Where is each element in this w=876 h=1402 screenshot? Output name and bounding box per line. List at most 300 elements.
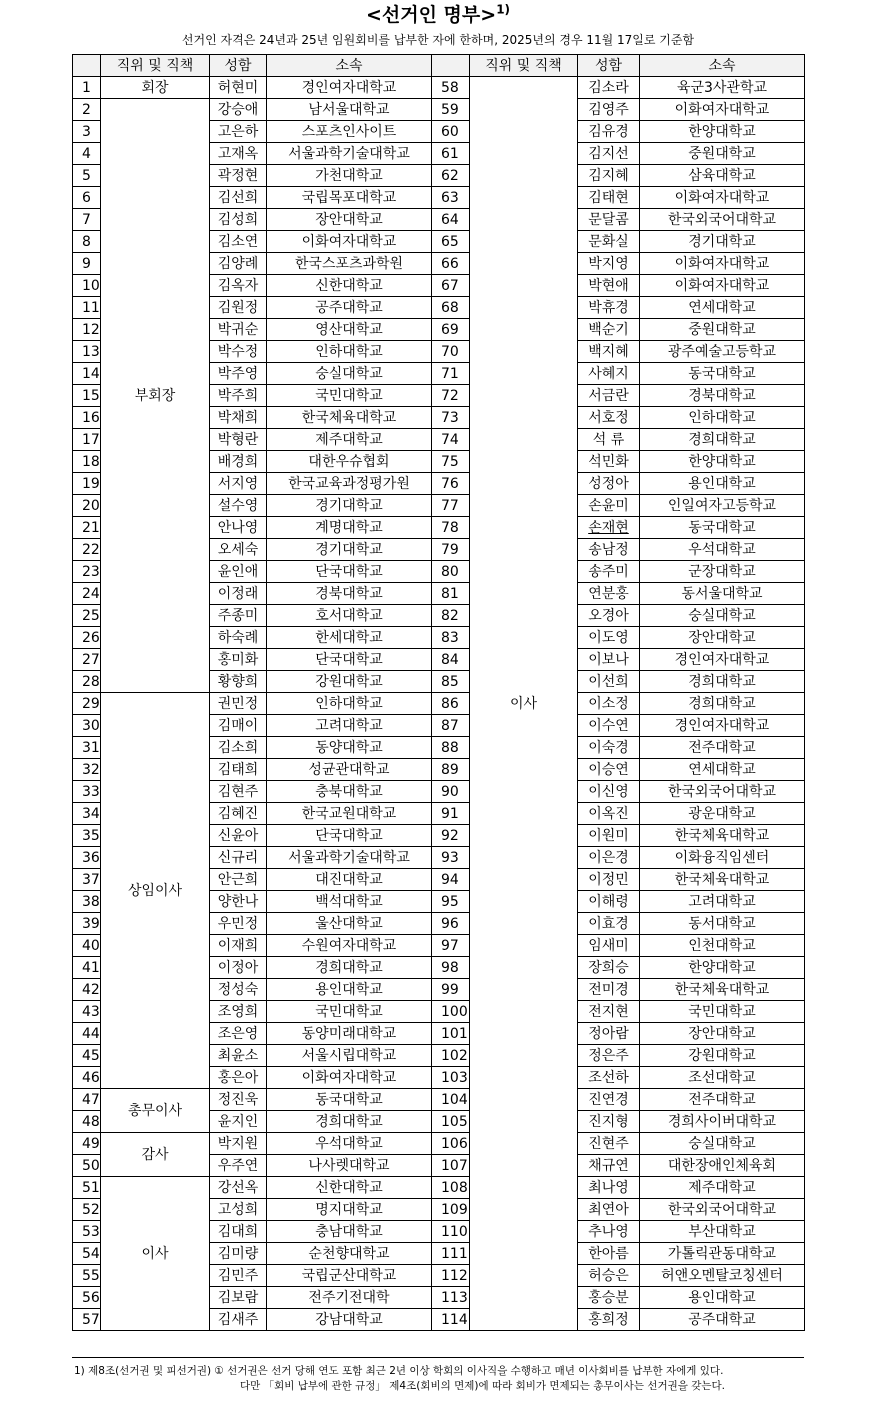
member-name: 박귀순 xyxy=(210,319,267,341)
row-number: 48 xyxy=(73,1111,101,1133)
member-name xyxy=(578,473,640,495)
row-number: 108 xyxy=(432,1177,470,1199)
member-name xyxy=(578,451,640,473)
row-number: 27 xyxy=(73,649,101,671)
member-name-text: 문화실 xyxy=(588,233,629,250)
member-name: 김매이 xyxy=(210,715,267,737)
member-affiliation: 남서울대학교 xyxy=(267,99,432,121)
member-name xyxy=(578,297,640,319)
member-name-text: 최나영 xyxy=(588,1179,629,1196)
member-name xyxy=(578,1111,640,1133)
member-affiliation: 한국체육대학교 xyxy=(267,407,432,429)
voter-roster-table xyxy=(72,54,805,1331)
member-name xyxy=(578,561,640,583)
row-number: 8 xyxy=(73,231,101,253)
member-name: 김옥자 xyxy=(210,275,267,297)
member-name-text: 정은주 xyxy=(588,1047,629,1064)
member-name-text: 송주미 xyxy=(588,563,629,580)
row-number: 56 xyxy=(73,1287,101,1309)
member-name-text: 백지혜 xyxy=(588,343,629,360)
member-affiliation: 서울시립대학교 xyxy=(267,1045,432,1067)
member-affiliation: 중원대학교 xyxy=(640,143,805,165)
member-name: 박지원 xyxy=(210,1133,267,1155)
member-name-text: 전미경 xyxy=(588,981,629,998)
member-name: 김미량 xyxy=(210,1243,267,1265)
member-name: 정성숙 xyxy=(210,979,267,1001)
member-name xyxy=(578,363,640,385)
member-name xyxy=(578,957,640,979)
row-number: 1 xyxy=(73,77,101,99)
member-name: 고은하 xyxy=(210,121,267,143)
row-number: 63 xyxy=(432,187,470,209)
row-number: 19 xyxy=(73,473,101,495)
member-name-text: 추나영 xyxy=(588,1223,629,1240)
row-number: 13 xyxy=(73,341,101,363)
row-number: 46 xyxy=(73,1067,101,1089)
member-affiliation: 한국체육대학교 xyxy=(640,979,805,1001)
member-affiliation: 한국체육대학교 xyxy=(640,825,805,847)
row-number: 106 xyxy=(432,1133,470,1155)
member-affiliation: 충남대학교 xyxy=(267,1221,432,1243)
row-number: 109 xyxy=(432,1199,470,1221)
member-name-text: 홍승분 xyxy=(588,1289,629,1306)
row-number: 55 xyxy=(73,1265,101,1287)
member-name: 고재옥 xyxy=(210,143,267,165)
member-name-text: 이신영 xyxy=(588,783,629,800)
member-name-text: 이원미 xyxy=(588,827,629,844)
member-name-text: 정아람 xyxy=(588,1025,629,1042)
member-affiliation: 동양미래대학교 xyxy=(267,1023,432,1045)
member-affiliation: 백석대학교 xyxy=(267,891,432,913)
member-affiliation: 한국스포츠과학원 xyxy=(267,253,432,275)
member-name xyxy=(578,429,640,451)
row-number: 85 xyxy=(432,671,470,693)
row-number: 41 xyxy=(73,957,101,979)
row-number: 49 xyxy=(73,1133,101,1155)
member-name-text: 사혜지 xyxy=(588,365,629,382)
page-title xyxy=(0,2,876,28)
row-number: 7 xyxy=(73,209,101,231)
member-name: 김선희 xyxy=(210,187,267,209)
row-number: 89 xyxy=(432,759,470,781)
member-name: 김현주 xyxy=(210,781,267,803)
member-name: 하숙례 xyxy=(210,627,267,649)
row-number: 90 xyxy=(432,781,470,803)
row-number: 99 xyxy=(432,979,470,1001)
member-name-text: 한아름 xyxy=(588,1245,629,1262)
member-affiliation: 대한장애인체육회 xyxy=(640,1155,805,1177)
row-number: 60 xyxy=(432,121,470,143)
row-number: 112 xyxy=(432,1265,470,1287)
member-name xyxy=(578,1265,640,1287)
member-name xyxy=(578,275,640,297)
member-name xyxy=(578,539,640,561)
member-affiliation: 한양대학교 xyxy=(640,451,805,473)
header-role: 직위 및 직책 xyxy=(101,55,210,77)
member-name: 정진욱 xyxy=(210,1089,267,1111)
row-number: 86 xyxy=(432,693,470,715)
member-affiliation: 한국외국어대학교 xyxy=(640,1199,805,1221)
member-affiliation: 경희대학교 xyxy=(640,671,805,693)
member-name: 양한나 xyxy=(210,891,267,913)
member-affiliation: 단국대학교 xyxy=(267,649,432,671)
member-name: 김보람 xyxy=(210,1287,267,1309)
member-affiliation: 숭실대학교 xyxy=(640,1133,805,1155)
roster-body xyxy=(73,77,805,1331)
member-name: 안나영 xyxy=(210,517,267,539)
member-affiliation: 국민대학교 xyxy=(267,1001,432,1023)
member-name-text: 연분홍 xyxy=(588,585,629,602)
row-number: 28 xyxy=(73,671,101,693)
row-number: 22 xyxy=(73,539,101,561)
row-number: 11 xyxy=(73,297,101,319)
member-affiliation: 이화여자대학교 xyxy=(640,99,805,121)
member-affiliation: 삼육대학교 xyxy=(640,165,805,187)
member-name: 김성희 xyxy=(210,209,267,231)
member-affiliation: 대진대학교 xyxy=(267,869,432,891)
member-affiliation: 호서대학교 xyxy=(267,605,432,627)
member-name-text: 이도영 xyxy=(588,629,629,646)
member-name-text: 박현애 xyxy=(588,277,629,294)
member-affiliation: 제주대학교 xyxy=(267,429,432,451)
member-affiliation: 경기대학교 xyxy=(640,231,805,253)
member-name xyxy=(578,407,640,429)
member-name-text: 이옥진 xyxy=(588,805,629,822)
member-affiliation: 수원여자대학교 xyxy=(267,935,432,957)
member-name xyxy=(578,869,640,891)
member-affiliation: 한국체육대학교 xyxy=(640,869,805,891)
table-row xyxy=(73,77,805,99)
member-affiliation: 허앤오멘탈코칭센터 xyxy=(640,1265,805,1287)
row-number: 54 xyxy=(73,1243,101,1265)
header-affiliation-right: 소속 xyxy=(640,55,805,77)
row-number: 110 xyxy=(432,1221,470,1243)
row-number: 31 xyxy=(73,737,101,759)
footnote-line-2: 다만 「회비 납부에 관한 규정」 제4조(회비의 면제)에 따라 회비가 면제되는 총무이사는 선거권을 갖는다. xyxy=(240,1380,725,1392)
member-name xyxy=(578,517,640,539)
row-number: 83 xyxy=(432,627,470,649)
member-affiliation: 강원대학교 xyxy=(640,1045,805,1067)
member-affiliation: 한국교육과정평가원 xyxy=(267,473,432,495)
header-row xyxy=(73,55,805,77)
member-name-text: 이숙경 xyxy=(588,739,629,756)
row-number: 36 xyxy=(73,847,101,869)
row-number: 87 xyxy=(432,715,470,737)
member-name xyxy=(578,99,640,121)
row-number: 73 xyxy=(432,407,470,429)
member-name: 서지영 xyxy=(210,473,267,495)
member-name-text: 서금란 xyxy=(588,387,629,404)
member-affiliation: 국립목포대학교 xyxy=(267,187,432,209)
member-name: 주종미 xyxy=(210,605,267,627)
role-vice: 부회장 xyxy=(101,99,210,693)
row-number: 84 xyxy=(432,649,470,671)
member-name xyxy=(578,825,640,847)
member-affiliation: 단국대학교 xyxy=(267,561,432,583)
row-number: 68 xyxy=(432,297,470,319)
title-text: <선거인 명부> xyxy=(365,4,497,26)
member-affiliation: 서울과학기술대학교 xyxy=(267,143,432,165)
member-affiliation: 경북대학교 xyxy=(267,583,432,605)
eligibility-note: 선거인 자격은 24년과 25년 임원회비를 납부한 자에 한하며, 2025년의 경우 11월 17일로 기준함 xyxy=(181,33,695,47)
row-number: 24 xyxy=(73,583,101,605)
row-number: 66 xyxy=(432,253,470,275)
member-name xyxy=(578,1243,640,1265)
member-affiliation: 장안대학교 xyxy=(640,627,805,649)
member-name xyxy=(578,1199,640,1221)
row-number: 53 xyxy=(73,1221,101,1243)
row-number: 42 xyxy=(73,979,101,1001)
member-name: 박주희 xyxy=(210,385,267,407)
footnote-line-1: 1) 제8조(선거권 및 피선거권) ① 선거권은 선거 당해 연도 포함 최근 2년 이상 학회의 이사직을 수행하고 매년 이사회비를 납부한 자에게 있다. xyxy=(74,1365,724,1377)
member-name: 이재희 xyxy=(210,935,267,957)
row-number: 95 xyxy=(432,891,470,913)
member-affiliation: 공주대학교 xyxy=(267,297,432,319)
member-affiliation: 경기대학교 xyxy=(267,539,432,561)
row-number: 30 xyxy=(73,715,101,737)
member-affiliation: 이화융직임센터 xyxy=(640,847,805,869)
member-name xyxy=(578,165,640,187)
member-name-text: 홍희정 xyxy=(588,1311,629,1328)
row-number: 88 xyxy=(432,737,470,759)
member-name xyxy=(578,1067,640,1089)
row-number: 16 xyxy=(73,407,101,429)
row-number: 103 xyxy=(432,1067,470,1089)
member-affiliation: 장안대학교 xyxy=(640,1023,805,1045)
header-affiliation: 소속 xyxy=(267,55,432,77)
member-name: 안근희 xyxy=(210,869,267,891)
row-number: 82 xyxy=(432,605,470,627)
member-affiliation: 제주대학교 xyxy=(640,1177,805,1199)
member-name: 권민정 xyxy=(210,693,267,715)
row-number: 65 xyxy=(432,231,470,253)
member-name xyxy=(578,1023,640,1045)
row-number: 45 xyxy=(73,1045,101,1067)
row-number: 94 xyxy=(432,869,470,891)
row-number: 77 xyxy=(432,495,470,517)
member-affiliation: 명지대학교 xyxy=(267,1199,432,1221)
member-affiliation: 경희대학교 xyxy=(640,429,805,451)
member-name-text: 박휴경 xyxy=(588,299,629,316)
member-name xyxy=(578,847,640,869)
member-name xyxy=(578,913,640,935)
member-name: 황향희 xyxy=(210,671,267,693)
row-number: 44 xyxy=(73,1023,101,1045)
member-affiliation: 인하대학교 xyxy=(267,341,432,363)
member-name: 김소연 xyxy=(210,231,267,253)
member-affiliation: 이화여자대학교 xyxy=(640,253,805,275)
member-affiliation: 한국외국어대학교 xyxy=(640,781,805,803)
member-name xyxy=(578,341,640,363)
row-number: 76 xyxy=(432,473,470,495)
member-name-text: 이정민 xyxy=(588,871,629,888)
member-affiliation: 우석대학교 xyxy=(267,1133,432,1155)
member-name-text: 이효경 xyxy=(588,915,629,932)
member-affiliation: 경북대학교 xyxy=(640,385,805,407)
member-affiliation: 국민대학교 xyxy=(267,385,432,407)
member-name-text: 전지현 xyxy=(588,1003,629,1020)
row-number: 43 xyxy=(73,1001,101,1023)
header-name-right: 성함 xyxy=(578,55,640,77)
member-affiliation: 가톨릭관동대학교 xyxy=(640,1243,805,1265)
row-number: 37 xyxy=(73,869,101,891)
table-row xyxy=(73,1133,805,1155)
row-number: 9 xyxy=(73,253,101,275)
member-name-text: 이수연 xyxy=(588,717,629,734)
row-number: 102 xyxy=(432,1045,470,1067)
member-name-text: 허승은 xyxy=(588,1267,629,1284)
member-name: 설수영 xyxy=(210,495,267,517)
member-name xyxy=(578,143,640,165)
member-name-text: 임새미 xyxy=(588,937,629,954)
row-number: 3 xyxy=(73,121,101,143)
row-number: 58 xyxy=(432,77,470,99)
row-number: 70 xyxy=(432,341,470,363)
row-number: 74 xyxy=(432,429,470,451)
row-number: 29 xyxy=(73,693,101,715)
row-number: 67 xyxy=(432,275,470,297)
header-role-right: 직위 및 직책 xyxy=(470,55,578,77)
row-number: 35 xyxy=(73,825,101,847)
member-affiliation: 한양대학교 xyxy=(640,957,805,979)
row-number: 69 xyxy=(432,319,470,341)
title-footnote-marker: 1) xyxy=(496,2,511,17)
member-affiliation: 계명대학교 xyxy=(267,517,432,539)
row-number: 91 xyxy=(432,803,470,825)
member-name-text: 이은경 xyxy=(588,849,629,866)
member-affiliation: 경인여자대학교 xyxy=(640,649,805,671)
row-number: 100 xyxy=(432,1001,470,1023)
member-affiliation: 한국외국어대학교 xyxy=(640,209,805,231)
row-number: 33 xyxy=(73,781,101,803)
member-affiliation: 인천대학교 xyxy=(640,935,805,957)
member-affiliation: 숭실대학교 xyxy=(640,605,805,627)
member-affiliation: 경희사이버대학교 xyxy=(640,1111,805,1133)
member-name-text: 성정아 xyxy=(588,475,629,492)
member-affiliation: 동국대학교 xyxy=(267,1089,432,1111)
row-number: 79 xyxy=(432,539,470,561)
member-name xyxy=(578,209,640,231)
member-name xyxy=(578,781,640,803)
row-number: 20 xyxy=(73,495,101,517)
member-name-text: 최연아 xyxy=(588,1201,629,1218)
member-name: 강승애 xyxy=(210,99,267,121)
member-affiliation: 이화여자대학교 xyxy=(267,1067,432,1089)
row-number: 92 xyxy=(432,825,470,847)
member-affiliation: 인일여자고등학교 xyxy=(640,495,805,517)
member-name-text: 이소정 xyxy=(588,695,629,712)
row-number: 98 xyxy=(432,957,470,979)
member-name: 김양례 xyxy=(210,253,267,275)
member-name-text: 조선하 xyxy=(588,1069,629,1086)
member-affiliation: 광주예술고등학교 xyxy=(640,341,805,363)
member-name: 박형란 xyxy=(210,429,267,451)
member-affiliation: 용인대학교 xyxy=(640,1287,805,1309)
table-row xyxy=(73,1177,805,1199)
member-name: 우민정 xyxy=(210,913,267,935)
row-number: 51 xyxy=(73,1177,101,1199)
member-name: 김원정 xyxy=(210,297,267,319)
member-affiliation: 경인여자대학교 xyxy=(640,715,805,737)
row-number: 72 xyxy=(432,385,470,407)
member-name: 김태희 xyxy=(210,759,267,781)
row-number: 62 xyxy=(432,165,470,187)
member-affiliation: 동양대학교 xyxy=(267,737,432,759)
member-affiliation: 경희대학교 xyxy=(267,957,432,979)
member-name: 김민주 xyxy=(210,1265,267,1287)
member-name-text: 손재현 xyxy=(588,519,629,536)
member-affiliation: 서울과학기술대학교 xyxy=(267,847,432,869)
member-name xyxy=(578,671,640,693)
member-name xyxy=(578,891,640,913)
member-affiliation: 한국교원대학교 xyxy=(267,803,432,825)
member-name-text: 김지혜 xyxy=(588,167,629,184)
row-number: 57 xyxy=(73,1309,101,1331)
member-affiliation: 동서울대학교 xyxy=(640,583,805,605)
member-affiliation: 우석대학교 xyxy=(640,539,805,561)
row-number: 71 xyxy=(432,363,470,385)
member-affiliation: 한세대학교 xyxy=(267,627,432,649)
member-name-text: 오경아 xyxy=(588,607,629,624)
member-name: 김새주 xyxy=(210,1309,267,1331)
row-number: 18 xyxy=(73,451,101,473)
member-affiliation: 용인대학교 xyxy=(267,979,432,1001)
row-number: 2 xyxy=(73,99,101,121)
member-name: 윤인애 xyxy=(210,561,267,583)
member-name xyxy=(578,1309,640,1331)
row-number: 105 xyxy=(432,1111,470,1133)
member-name xyxy=(578,935,640,957)
member-affiliation: 단국대학교 xyxy=(267,825,432,847)
member-affiliation: 경희대학교 xyxy=(267,1111,432,1133)
member-name-text: 김지선 xyxy=(588,145,629,162)
member-name-text: 김소라 xyxy=(588,79,629,96)
member-name xyxy=(578,187,640,209)
member-affiliation: 신한대학교 xyxy=(267,1177,432,1199)
member-affiliation: 강남대학교 xyxy=(267,1309,432,1331)
member-name-text: 박지영 xyxy=(588,255,629,272)
row-number: 111 xyxy=(432,1243,470,1265)
role-chair: 회장 xyxy=(101,77,210,99)
row-number: 14 xyxy=(73,363,101,385)
member-name: 신윤아 xyxy=(210,825,267,847)
row-number: 75 xyxy=(432,451,470,473)
member-affiliation: 스포츠인사이트 xyxy=(267,121,432,143)
member-name: 고성희 xyxy=(210,1199,267,1221)
member-name xyxy=(578,803,640,825)
member-name-text: 손윤미 xyxy=(588,497,629,514)
row-number: 34 xyxy=(73,803,101,825)
member-affiliation: 이화여자대학교 xyxy=(640,275,805,297)
member-name: 조영희 xyxy=(210,1001,267,1023)
row-number: 47 xyxy=(73,1089,101,1111)
member-name-text: 이승연 xyxy=(588,761,629,778)
member-name xyxy=(578,1155,640,1177)
member-name-text: 장희승 xyxy=(588,959,629,976)
table-row xyxy=(73,99,805,121)
row-number: 96 xyxy=(432,913,470,935)
member-affiliation: 중원대학교 xyxy=(640,319,805,341)
member-name xyxy=(578,583,640,605)
member-affiliation: 장안대학교 xyxy=(267,209,432,231)
member-affiliation: 부산대학교 xyxy=(640,1221,805,1243)
member-affiliation: 고려대학교 xyxy=(267,715,432,737)
member-affiliation: 이화여자대학교 xyxy=(640,187,805,209)
member-affiliation: 전주기전대학 xyxy=(267,1287,432,1309)
member-name xyxy=(578,495,640,517)
member-affiliation: 공주대학교 xyxy=(640,1309,805,1331)
member-affiliation: 동국대학교 xyxy=(640,517,805,539)
